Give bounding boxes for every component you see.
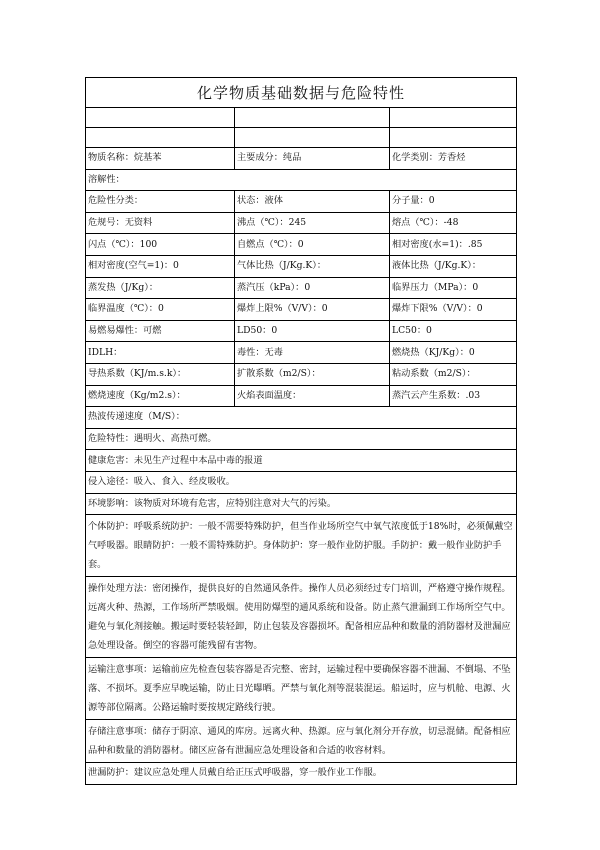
lc50: LC50：0 <box>390 320 517 342</box>
melting-point: 熔点（℃）：-48 <box>390 212 517 234</box>
liquid-specific-heat: 液体比热（J/Kg.K）： <box>390 255 517 277</box>
explosion-upper-limit: 爆炸上限%（V/V）：0 <box>235 299 390 321</box>
thermal-conductivity: 导热系数（KJ/m.s.k）： <box>86 363 235 385</box>
evaporation-heat: 蒸发热（J/Kg）： <box>86 277 235 299</box>
flash-point: 闪点（℃）：100 <box>86 234 235 256</box>
blank-cell <box>86 128 235 148</box>
heat-wave-speed: 热波传递速度（M/S）： <box>86 407 517 429</box>
storage-precautions: 存储注意事项：储存于阴凉、通风的库房。远离火种、热源。应与氧化剂分开存放，切忌混储。配备相应品种和数量的消防器材。储区应备有泄漏应急处理设备和合适的收容材料。 <box>86 720 517 763</box>
vapor-cloud-factor: 蒸汽云产生系数：.03 <box>390 385 517 407</box>
combustion-heat: 燃烧热（KJ/Kg）：0 <box>390 342 517 364</box>
autoignition-point: 自燃点（℃）：0 <box>235 234 390 256</box>
substance-name: 物质名称：烷基苯 <box>86 148 235 170</box>
blank-cell <box>235 128 390 148</box>
explosion-lower-limit: 爆炸下限%（V/V）：0 <box>390 299 517 321</box>
diffusion-coefficient: 扩散系数（m2/S）： <box>235 363 390 385</box>
chemical-category: 化学类别：芳香烃 <box>390 148 517 170</box>
state: 状态：液体 <box>235 191 390 213</box>
hazard-class: 危险性分类： <box>86 191 235 213</box>
ld50: LD50：0 <box>235 320 390 342</box>
personal-protection: 个体防护：呼吸系统防护：一般不需要特殊防护，但当作业场所空气中氧气浓度低于18%时，必须佩戴空气呼吸器。眼睛防护：一般不需特殊防护。身体防护：穿一般作业防护服。手防护：戴一般作业防护手套。 <box>86 515 517 577</box>
flame-surface-temperature: 火焰表面温度： <box>235 385 390 407</box>
environmental-impact: 环境影响：该物质对环境有危害，应特别注意对大气的污染。 <box>86 493 517 515</box>
toxicity: 毒性：无毒 <box>235 342 390 364</box>
blank-cell <box>390 128 517 148</box>
flammability: 易燃易爆性：可燃 <box>86 320 235 342</box>
data-table <box>85 77 517 785</box>
hazard-data-sheet <box>85 77 516 785</box>
main-component: 主要成分：纯品 <box>235 148 390 170</box>
burning-rate: 燃烧速度（Kg/m2.s）： <box>86 385 235 407</box>
boiling-point: 沸点（℃）：245 <box>235 212 390 234</box>
blank-cell <box>390 108 517 128</box>
hazard-properties: 危险特性：遇明火、高热可燃。 <box>86 428 517 450</box>
handling-precautions: 操作处理方法：密闭操作，提供良好的自然通风条件。操作人员必须经过专门培训，严格遵守操作规程。远离火种、热源，工作场所严禁吸烟。使用防爆型的通风系统和设备。防止蒸气泄漏到工作场所空气中。避免与氧化剂接触。搬运时要轻装轻卸，防止包装及容器损坏。配备相应品种和数量的消防器材及泄漏应急处理设备。倒空的容器可能残留有害物。 <box>86 577 517 658</box>
viscosity: 粘动系数（m2/S）： <box>390 363 517 385</box>
page-title: 化学物质基础数据与危险特性 <box>86 78 517 108</box>
health-hazard: 健康危害：未见生产过程中本品中毒的报道 <box>86 450 517 472</box>
molecular-weight: 分子量：0 <box>390 191 517 213</box>
relative-density-air: 相对密度(空气=1)：0 <box>86 255 235 277</box>
gas-specific-heat: 气体比热（J/Kg.K）： <box>235 255 390 277</box>
idlh: IDLH： <box>86 342 235 364</box>
blank-cell <box>235 108 390 128</box>
blank-cell <box>86 108 235 128</box>
transport-precautions: 运输注意事项：运输前应先检查包装容器是否完整、密封，运输过程中要确保容器不泄漏、不倒塌、不坠落、不损坏。夏季应早晚运输，防止日光曝晒。严禁与氧化剂等混装混运。船运时，应与机舱、电源、火源等部位隔离。公路运输时要按规定路线行驶。 <box>86 658 517 720</box>
relative-density-water: 相对密度(水=1)：.85 <box>390 234 517 256</box>
leak-protection: 泄漏防护：建议应急处理人员戴自给正压式呼吸器，穿一般作业工作服。 <box>86 763 517 785</box>
entry-route: 侵入途径：吸入、食入、经皮吸收。 <box>86 471 517 493</box>
critical-temperature: 临界温度（℃）：0 <box>86 299 235 321</box>
critical-pressure: 临界压力（MPa）：0 <box>390 277 517 299</box>
solubility: 溶解性： <box>86 169 517 191</box>
hazard-code: 危规号：无资料 <box>86 212 235 234</box>
vapor-pressure: 蒸汽压（kPa）：0 <box>235 277 390 299</box>
